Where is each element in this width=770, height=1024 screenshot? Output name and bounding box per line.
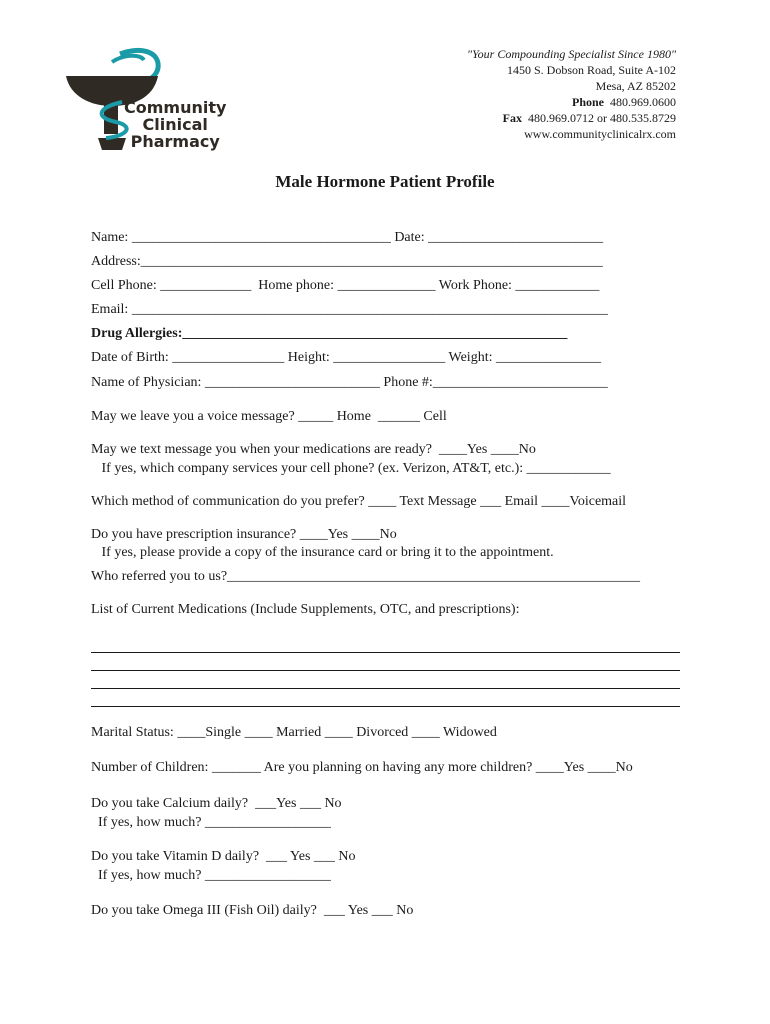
calcium-question[interactable]: Do you take Calcium daily? ___Yes ___ No (91, 796, 342, 811)
marital-status-question[interactable]: Marital Status: ____Single ____ Married ____ Divorced ____ Widowed (91, 725, 497, 740)
phone-fields[interactable]: Cell Phone: _____________ Home phone: ______________ Work Phone: ____________ (91, 278, 600, 293)
text-message-question[interactable]: May we text message you when your medications are ready? ____Yes ____No (91, 442, 536, 457)
calcium-amount-field[interactable]: If yes, how much? __________________ (91, 815, 331, 830)
street-address: 1450 S. Dobson Road, Suite A-102 (506, 63, 676, 77)
medications-label: List of Current Medications (Include Supplements, OTC, and prescriptions): (91, 602, 520, 617)
name-date-field[interactable]: Name: _____________________________________ Date: _________________________ (91, 230, 604, 245)
physician-field[interactable]: Name of Physician: _________________________ Phone #:_________________________ (91, 375, 608, 390)
insurance-note: If yes, please provide a copy of the insurance card or bring it to the appointment. (91, 545, 554, 560)
children-question[interactable]: Number of Children: _______ Are you planning on having any more children? ____Yes ____No (91, 760, 633, 775)
logo-word-pharmacy: Pharmacy (130, 132, 220, 151)
website: www.communityclinicalrx.com (524, 127, 676, 141)
email-field[interactable]: Email: ____________________________________________________________________ (91, 302, 608, 317)
logo-wordmark (124, 99, 226, 150)
medications-line-1[interactable] (91, 652, 680, 653)
medications-line-4[interactable] (91, 706, 680, 707)
medications-line-3[interactable] (91, 688, 680, 689)
tagline: "Your Compounding Specialist Since 1980" (467, 47, 676, 61)
logo-word-community: Community (124, 98, 227, 117)
drug-allergies-field[interactable]: Drug Allergies:_______________________________________________________ (91, 326, 568, 341)
cell-carrier-field[interactable]: If yes, which company services your cell phone? (ex. Verizon, AT&T, etc.): ____________ (91, 461, 611, 476)
fax-label: Fax (502, 111, 522, 125)
vitamin-d-question[interactable]: Do you take Vitamin D daily? ___ Yes ___ No (91, 849, 356, 864)
omega-question[interactable]: Do you take Omega III (Fish Oil) daily? ___ Yes ___ No (91, 903, 414, 918)
insurance-question[interactable]: Do you have prescription insurance? ____Yes ____No (91, 527, 397, 542)
voice-message-question[interactable]: May we leave you a voice message? _____ Home ______ Cell (91, 409, 447, 424)
communication-preference-question[interactable]: Which method of communication do you prefer? ____ Text Message ___ Email ____Voicemail (91, 494, 627, 509)
address-field[interactable]: Address:__________________________________________________________________ (91, 254, 603, 269)
phone-number: 480.969.0600 (610, 95, 676, 109)
fax-number: 480.969.0712 or 480.535.8729 (528, 111, 676, 125)
fax-row (467, 110, 676, 126)
referral-field[interactable]: Who referred you to us?___________________________________________________________ (91, 569, 641, 584)
phone-row (467, 94, 676, 110)
dob-height-weight-fields[interactable]: Date of Birth: ________________ Height: ________________ Weight: _______________ (91, 350, 601, 365)
vitamin-d-amount-field[interactable]: If yes, how much? __________________ (91, 868, 331, 883)
pharmacy-address-block (467, 46, 676, 142)
form-title: Male Hormone Patient Profile (275, 172, 495, 191)
city-address: Mesa, AZ 85202 (595, 79, 676, 93)
phone-label: Phone (571, 95, 604, 109)
pharmacy-logo (62, 46, 252, 152)
logo-word-clinical: Clinical (142, 115, 208, 134)
medications-line-2[interactable] (91, 670, 680, 671)
